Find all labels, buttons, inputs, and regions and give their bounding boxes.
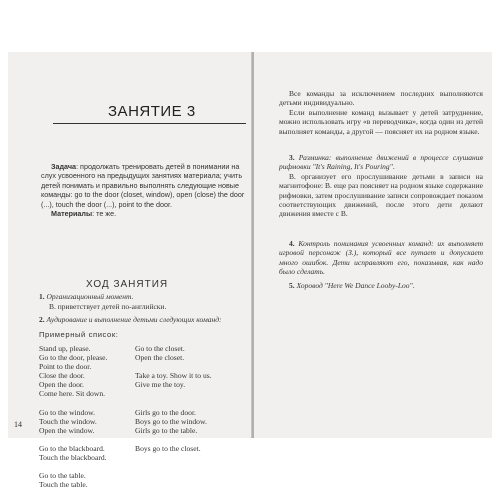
command-line: Girls go to the table. <box>135 425 198 435</box>
command-line: Open the door. <box>39 380 84 390</box>
item-5-song: "Here We Dance Looby-Loo" <box>324 281 413 290</box>
book-spread <box>8 52 492 490</box>
item-1: 1. Организационный момент. В. приветствует детей по-английски. <box>39 292 167 311</box>
right-paragraphs <box>279 89 483 136</box>
command-spacer <box>39 435 107 444</box>
command-line: Come here. Sit down. <box>39 389 106 399</box>
item-5-title: Хоровод <box>296 281 323 290</box>
item-4: 4. Контроль понимания усвоенных команд: их выполняет игровой персонаж (З.), который все путает и допускает много ошибок. Дети исправляют его, показывая, как надо было сделать. <box>279 239 483 277</box>
list-label: Примерный список: <box>39 330 119 339</box>
command-spacer <box>135 435 212 444</box>
command-line: Go to the blackboard. <box>39 444 105 454</box>
command-line: Go to the window. <box>39 407 96 417</box>
command-line: Go to the door, please. <box>39 353 108 363</box>
command-line: Touch the blackboard. <box>39 453 107 463</box>
task-block <box>41 162 249 218</box>
materials-label: Материалы <box>51 209 93 219</box>
intro-paragraph: Все команды за исключением последних выполняются детьми индивидуально. <box>279 89 483 108</box>
item-1-title: Организационный момент. <box>46 292 134 301</box>
command-line: Give me the toy. <box>135 380 186 390</box>
item-3-title: Разминка: выполнение движений в процессе слушания рифмовки <box>279 153 483 172</box>
help-paragraph: Если выполнение команд вызывает у детей затруднение, можно использовать игру «в переводчика», когда один из детей выполняет команды, а другой — поясняет их на родном языке. <box>279 107 483 136</box>
right-page <box>254 52 492 438</box>
item-2: 2. Аудирование и выполнение детьми следующих команд: <box>39 315 222 324</box>
command-spacer <box>135 362 212 371</box>
command-line: Boys go to the window. <box>135 416 207 426</box>
item-5: 5. Хоровод "Here We Dance Looby-Loo". <box>289 281 415 290</box>
command-line: Stand up, please. <box>39 344 91 353</box>
task-label: Задача <box>51 162 77 171</box>
command-line: Point to the door. <box>39 362 92 372</box>
item-3: 3. Разминка: выполнение движений в процессе слушания рифмовки "It's Raining, It's Pouring". В. организует его прослушивание детьми в записи на магнитофоне: В. еще раз поясняет на родном языке содержание рифмовки, затем прослушивание записи сопровождает показом соответствующих движений, после этого дети делают движения вместе с В. <box>279 153 483 219</box>
command-line: Close the door. <box>39 371 85 381</box>
command-spacer <box>39 399 107 408</box>
item-2-title: Аудирование и выполнение детьми следующих команд: <box>46 315 222 324</box>
command-line: Touch the table. <box>39 480 88 490</box>
left-page <box>8 52 252 490</box>
command-spacer <box>39 462 107 471</box>
item-3-text: В. организует его прослушивание детьми в записи на магнитофоне: В. еще раз поясняет на родном языке содержание рифмовки, затем прослушивание записи сопровождает показом соответствующих движений, после этого дети делают движения вместе с В. <box>279 171 483 219</box>
command-line: Open the window. <box>39 425 95 435</box>
item-1-text: В. приветствует детей по-английски. <box>49 301 167 311</box>
command-line: Take a toy. Show it to us. <box>135 371 212 381</box>
command-line: Girls go to the door. <box>135 407 196 417</box>
item-3-song: "It's Raining, It's Pouring" <box>312 162 393 172</box>
command-line: Go to the table. <box>39 471 86 481</box>
page-number: 14 <box>14 420 22 429</box>
command-line: Touch the window. <box>39 416 97 426</box>
commands-column-right <box>135 344 212 453</box>
lesson-title: ЗАНЯТИЕ 3 <box>108 103 196 120</box>
title-underline <box>53 123 246 124</box>
command-line: Boys go to the closet. <box>135 444 201 454</box>
command-line: Go to the closet. <box>135 344 185 353</box>
materials-text: : те же. <box>92 209 117 219</box>
command-spacer <box>135 399 212 408</box>
command-spacer <box>135 389 212 398</box>
item-4-text: Контроль понимания усвоенных команд: их выполняет игровой персонаж (З.), который все путает и допускает много ошибок. Дети исправляют его, показывая, как надо было сделать. <box>279 239 483 277</box>
command-line: Open the closet. <box>135 353 185 363</box>
section-heading: ХОД ЗАНЯТИЯ <box>86 279 169 290</box>
task-text: : продолжать тренировать детей в понимании на слух усвоенного на предыдущих занятиях материала; учить детей понимать и правильно выполнять следующие новые команды: go to the door (closet, window), open (close) the door (...), touch the door (...), point to the door. <box>41 162 245 209</box>
commands-column-left <box>39 344 107 490</box>
